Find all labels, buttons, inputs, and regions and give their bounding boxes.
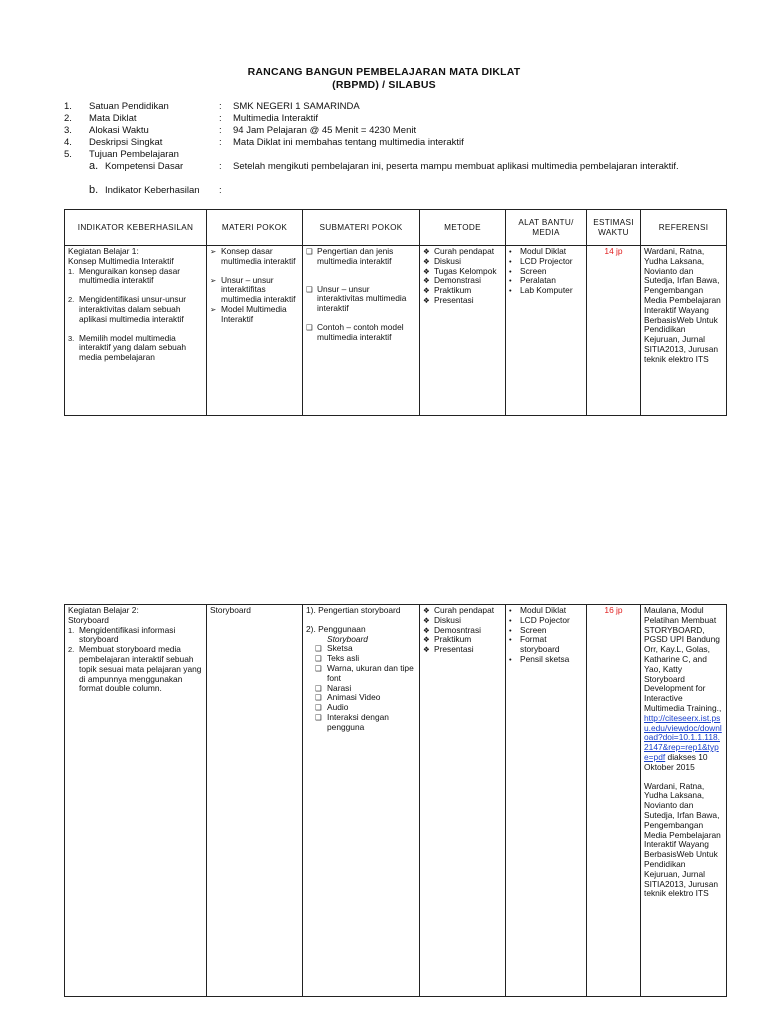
- list-item: ❑ Audio: [315, 702, 349, 713]
- header-materi: MATERI POKOK: [207, 210, 303, 246]
- header-indikator: INDIKATOR KEBERHASILAN: [65, 210, 207, 246]
- sub-marker: b.: [89, 184, 99, 196]
- bullet-icon: •: [509, 654, 512, 664]
- list-item: ❖ Diskusi: [423, 614, 461, 625]
- checkbox-icon: ❑: [315, 703, 322, 713]
- info-label: Satuan Pendidikan: [89, 101, 169, 112]
- list-item: ❑ Pengertian dan jenis multimedia interaktif: [306, 246, 394, 266]
- list-item: ➢ Konsep dasar multimedia interaktif: [210, 246, 296, 266]
- reference-entry: Orr, Kay.L, Golas, Katharine C, and Yao, Katty Storyboard Development for Interactive Multimedia Training.,: [644, 644, 722, 713]
- info-number: 3.: [64, 125, 72, 136]
- list-item: • Pensil sketsa: [509, 653, 570, 664]
- checkbox-icon: ❑: [306, 247, 313, 256]
- info-colon: :: [219, 125, 222, 136]
- info-value: 94 Jam Pelajaran @ 45 Menit = 4230 Menit: [233, 125, 417, 136]
- list-item: ❖ Demonstrasi: [423, 275, 482, 286]
- list-item: ❖ Presentasi: [423, 644, 474, 655]
- info-label: Kompetensi Dasar: [105, 161, 184, 172]
- info-colon: :: [219, 101, 222, 112]
- arrow-icon: ➢: [210, 275, 217, 285]
- checkbox-icon: ❑: [315, 683, 322, 693]
- info-number: 2.: [64, 113, 72, 124]
- list-item: 2. Membuat storyboard media pembelajaran interaktif sebuah topik sesuai mata pelajaran yang di ampunnya menggunakan format double column.: [68, 644, 202, 694]
- list-item: 1. Menguraikan konsep dasar multimedia interaktif: [68, 265, 181, 286]
- sub-marker: a.: [89, 160, 99, 172]
- header-metode: METODE: [420, 210, 506, 246]
- list-item: ❖ Presentasi: [423, 294, 474, 305]
- list-item: • Screen: [509, 624, 547, 635]
- checkbox-icon: ❑: [315, 644, 322, 654]
- reference-entry: Wardani, Ratna, Yudha Laksana, Novianto dan Sutedja, Irfan Bawa, Pengembangan Media Pembelajaran Interaktif Wayang BerbasisWeb Untuk Pendidikan Kejuruan, Jurnal SITIA2013, Jurusan teknik elektro ITS: [644, 780, 721, 899]
- info-number: 5.: [64, 149, 72, 160]
- checkbox-icon: ❑: [315, 663, 322, 673]
- list-item: ➢ Unsur – unsur interaktifitas multimedia interaktif: [210, 274, 296, 305]
- info-label: Alokasi Waktu: [89, 125, 149, 136]
- kb-subtitle: Konsep Multimedia Interaktif: [68, 255, 174, 266]
- table-header-row: [65, 210, 727, 246]
- kb-subtitle: Storyboard: [68, 614, 109, 625]
- cell-alat: [506, 246, 587, 416]
- list-item: ❑ Interaksi dengan pengguna: [315, 711, 389, 732]
- info-colon: :: [219, 137, 222, 148]
- info-colon: :: [219, 161, 222, 172]
- info-value: SMK NEGERI 1 SAMARINDA: [233, 101, 360, 112]
- cell-indikator: [65, 605, 207, 997]
- list-item: 2. Mengidentifikasi unsur-unsur interaktivitas dalam sebuah aplikasi multimedia interaktif: [68, 294, 187, 324]
- kb-title: Kegiatan Belajar 2:: [68, 605, 139, 615]
- header-alat: ALAT BANTU/ MEDIA: [506, 210, 587, 246]
- list-item: ❖ Praktikum: [423, 285, 472, 296]
- list-item: • Modul Diklat: [509, 246, 567, 256]
- page-title: RANCANG BANGUN PEMBELAJARAN MATA DIKLAT: [247, 66, 521, 78]
- reference-link[interactable]: http://citeseerx.ist.psu.edu/viewdoc/download?doi=10.1.1.118.2147&rep=rep1&type=pdf: [644, 712, 722, 762]
- list-item: ❑ Contoh – contoh model multimedia interaktif: [306, 321, 404, 342]
- cell-submateri: [303, 246, 420, 416]
- page-subtitle: (RBPMD) / SILABUS: [332, 79, 436, 91]
- diamond-bullet-icon: ❖: [423, 606, 430, 615]
- header-submateri: SUBMATERI POKOK: [303, 210, 420, 246]
- list-item: ➢ Model Multimedia Interaktif: [210, 303, 287, 324]
- diamond-bullet-icon: ❖: [423, 247, 430, 256]
- list-item: ❑ Animasi Video: [315, 692, 381, 703]
- bullet-icon: •: [509, 266, 512, 276]
- bullet-icon: •: [509, 247, 512, 256]
- syllabus-table-2: [64, 604, 727, 997]
- bullet-icon: •: [509, 276, 512, 286]
- diamond-bullet-icon: ❖: [423, 645, 430, 655]
- bullet-icon: •: [509, 615, 512, 625]
- list-item: ❖ Curah pendapat: [423, 246, 495, 256]
- cell-submateri: [303, 605, 420, 997]
- diamond-bullet-icon: ❖: [423, 266, 430, 276]
- list-item: 3. Memilih model multimedia interaktif yang dalam sebuah media pembelajaran: [68, 332, 187, 363]
- cell-estimasi: 14 jp: [587, 246, 641, 416]
- arrow-icon: ➢: [210, 247, 217, 256]
- checkbox-icon: ❑: [306, 322, 313, 332]
- list-item: • Modul Diklat: [509, 605, 567, 615]
- bullet-icon: •: [509, 286, 512, 296]
- submateri-item: 1). Pengertian storyboard: [306, 605, 401, 615]
- cell-referensi: Wardani, Ratna, Yudha Laksana, Novianto dan Sutedja, Irfan Bawa, Pengembangan Media Pembelajaran Interaktif Wayang BerbasisWeb Untuk Pendidikan Kejuruan, Jurnal SITIA2013, Jurusan teknik elektro ITS: [641, 246, 727, 416]
- info-label: Mata Diklat: [89, 113, 137, 124]
- info-number: 1.: [64, 101, 72, 112]
- cell-materi: Storyboard: [207, 605, 303, 997]
- list-item: 1. Mengidentifikasi informasi storyboard: [68, 624, 176, 645]
- diamond-bullet-icon: ❖: [423, 295, 430, 305]
- cell-metode: [420, 246, 506, 416]
- checkbox-icon: ❑: [315, 693, 322, 703]
- diamond-bullet-icon: ❖: [423, 625, 430, 635]
- reference-entry: Maulana, Modul Pelatihan Membuat STORYBOARD, PGSD UPI Bandung: [644, 605, 720, 645]
- list-item: ❖ Praktikum: [423, 634, 472, 645]
- header-estimasi: ESTIMASI WAKTU: [587, 210, 641, 246]
- list-item: ❑ Teks asli: [315, 653, 360, 664]
- header-referensi: REFERENSI: [641, 210, 727, 246]
- list-item: ❖ Demosntrasi: [423, 624, 482, 635]
- syllabus-table-1: [64, 209, 727, 416]
- cell-alat: [506, 605, 587, 997]
- info-value: Setelah mengikuti pembelajaran ini, peserta mampu membuat aplikasi multimedia pembelajaran interaktif.: [233, 161, 679, 172]
- checkbox-icon: ❑: [315, 712, 322, 722]
- bullet-icon: •: [509, 256, 512, 266]
- cell-materi: [207, 246, 303, 416]
- list-item: • Lab Komputer: [509, 285, 573, 296]
- diamond-bullet-icon: ❖: [423, 256, 430, 266]
- list-item: ❖ Diskusi: [423, 255, 461, 266]
- list-item: • LCD Pojector: [509, 614, 570, 625]
- info-number: 4.: [64, 137, 72, 148]
- cell-estimasi: 16 jp: [587, 605, 641, 997]
- list-item: • Peralatan: [509, 275, 556, 286]
- diamond-bullet-icon: ❖: [423, 635, 430, 645]
- list-item: ❑ Warna, ukuran dan tipe font: [315, 662, 414, 683]
- info-colon: :: [219, 113, 222, 124]
- list-item: ❑ Narasi: [315, 682, 352, 693]
- bullet-icon: •: [509, 606, 512, 615]
- bullet-icon: •: [509, 635, 512, 645]
- list-item: ❖ Curah pendapat: [423, 605, 495, 615]
- diamond-bullet-icon: ❖: [423, 276, 430, 286]
- info-colon: :: [219, 185, 222, 196]
- table-row: [65, 246, 727, 416]
- submateri-subtitle: Storyboard: [327, 633, 368, 644]
- cell-referensi: [641, 605, 727, 997]
- info-value: Mata Diklat ini membahas tentang multimedia interaktif: [233, 137, 464, 148]
- info-list: [64, 101, 744, 211]
- kb-title: Kegiatan Belajar 1:: [68, 246, 139, 256]
- info-label: Deskripsi Singkat: [89, 137, 163, 148]
- reference-access-date: diakses 10 Oktober 2015: [644, 751, 708, 772]
- list-item: • Format storyboard: [509, 634, 560, 655]
- list-item: ❑ Sketsa: [315, 643, 353, 654]
- cell-indikator: [65, 246, 207, 416]
- arrow-icon: ➢: [210, 304, 217, 314]
- checkbox-icon: ❑: [306, 284, 313, 294]
- diamond-bullet-icon: ❖: [423, 615, 430, 625]
- diamond-bullet-icon: ❖: [423, 286, 430, 296]
- bullet-icon: •: [509, 625, 512, 635]
- list-item: • LCD Projector: [509, 255, 573, 266]
- list-item: • Screen: [509, 265, 547, 276]
- list-item: ❑ Unsur – unsur interaktivitas multimedia interaktif: [306, 283, 407, 314]
- info-value: Multimedia Interaktif: [233, 113, 319, 124]
- info-label: Indikator Keberhasilan: [105, 185, 200, 196]
- table-row: [65, 605, 727, 997]
- submateri-item: 2). Penggunaan: [306, 623, 366, 634]
- checkbox-icon: ❑: [315, 654, 322, 664]
- cell-metode: [420, 605, 506, 997]
- list-item: ❖ Tugas Kelompok: [423, 265, 497, 276]
- info-label: Tujuan Pembelajaran: [89, 149, 179, 160]
